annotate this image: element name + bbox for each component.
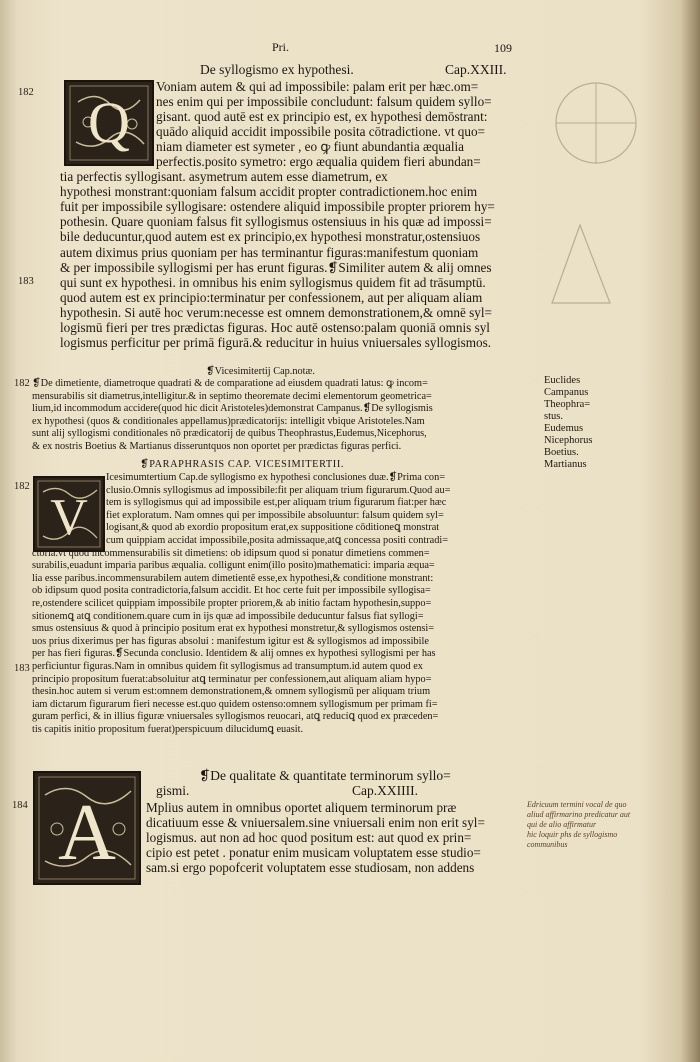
- text-line: bile deducuntur,quod autem est ex principio,ex hypothesi monstratur,ostensiuos: [60, 229, 481, 245]
- marginal-name: Theophra=: [544, 399, 591, 410]
- text-line: hypothesin. Si autē hoc verum:necesse est omnem demonstrationem,& omnē syl=: [60, 304, 492, 320]
- text-line: logismus. aut non ad hoc quod positum est: aut quod ex prin=: [146, 830, 472, 846]
- marginal-name: Campanus: [544, 387, 589, 398]
- paraphrase-line: iam dictarum figurarum fieri necesse est.quo quidem ostenso:omnem syllogismum per primam fi=: [32, 698, 438, 710]
- marginal-names: [544, 375, 592, 471]
- decorated-initial-q: [64, 80, 154, 166]
- chapter-number: Cap.XXIII.: [445, 62, 507, 77]
- text-line: sam.si ergo popofcerit voluptatem esse studiosam, non addens: [146, 860, 475, 876]
- note-line: mensurabilis sit diametrus,intelligitur.& in septimo theoremate decimi elementorum geometrica=: [32, 390, 432, 402]
- paraphrase-line: guram perfici, & in illius figuræ vniuersales syllogismos reuocari, atꝗ reducíꝗ quod ex præceden=: [32, 711, 439, 723]
- running-head: Pri.: [272, 40, 290, 54]
- chapter-title: De syllogismo ex hypothesi.: [200, 62, 354, 77]
- paraphrase-line: re,ostendere scilicet quippiam impossibile propter priorem,& ab initio factam hypothesin,suppo=: [32, 597, 432, 609]
- decorated-initial-a: [33, 771, 141, 885]
- paraphrase-line: ctoria.vt quod incommensurabilis sit dimetiens: ob idipsum quod si ponatur dimetiens commen=: [32, 547, 430, 559]
- paraphrase-line: clusio.Omnis syllogismus ad impossibile:fit per aliquam trium figurarum.Quod au=: [106, 484, 451, 496]
- text-line: tia perfectis syllogisant. asymetrum autem esse diametrum, ex: [60, 169, 388, 185]
- paraphrase-line: smus ostensiuus & quod à principio positum erat ex hypothesi monstretur,& syllogismos ostensi=: [32, 623, 435, 635]
- paraphrase-heading: ❡PARAPHRASIS CAP. VICESIMITERTII.: [140, 459, 345, 470]
- note-line: sunt alij syllogismi conditionales nō prædicatorij de quibus Theophrastus,Eudemus,Nicephorus,: [32, 428, 427, 440]
- text-line: quādo aliquid accidit impossibile posita cōtradictione. vt quo=: [156, 124, 485, 140]
- text-line: qui sunt ex hypothesi. in omnibus his enim syllogismus quidem fit ad trāsumptū.: [60, 274, 486, 290]
- text-line: nes enim qui per impossibile concludunt: falsum quidem syllo=: [156, 94, 492, 110]
- marginal-name: Nicephorus: [544, 435, 593, 446]
- paraphrase-line: lia esse paribus.incommensurabilem autem dimetientē esse,ex hypothesi,& conditione monstrant:: [32, 572, 434, 584]
- paraphrase-body: [32, 472, 450, 736]
- text-line: logismus perficitur per primā figurā.& reducitur in huius vniuersales syllogismos.: [60, 334, 492, 350]
- paraphrase-line: tis capitis initio propositum fuerat)perspicuum dilucidumꝗ euasit.: [32, 723, 304, 735]
- paraphrase-line: logisant,& quod ab exordio propositum erat,ex suppositione cōditioneꝗ monstrat: [106, 522, 440, 534]
- text-line: perfectis.posito symetro: ergo æqualia quidem fieri abundan=: [156, 154, 481, 170]
- note-line: & ex nostris Boetius & Martianus disseruntquos non oportet per prædictas figuras perfici.: [32, 440, 402, 452]
- handwritten-line: hic loquir phs de syllogismo: [527, 830, 618, 839]
- handwritten-line: communibus: [527, 840, 568, 849]
- paraphrase-line: Icesimumtertium Cap.de syllogismo ex hypothesi conclusiones duæ.❡Prima con=: [106, 472, 446, 483]
- chapter-number: Cap.XXIIII.: [352, 783, 418, 798]
- marginal-name: Boetius.: [544, 447, 579, 458]
- text-line: pothesin. Quare quoniam falsus fit syllogismus ostensiuus in his quæ ad impossi=: [60, 214, 492, 230]
- marginal-name: Euclides: [544, 375, 581, 386]
- paraphrase-line: perficiuntur figuras.Nam in omnibus quidem fit syllogismus ad transumptum.id autem quod ex: [32, 660, 423, 672]
- text-line: quod autem est ex principio:terminatur per confessionem, aut per aliquam aliam: [60, 289, 483, 305]
- paraphrase-line: cum quippiam accidat impossibile,posita admissaque,atꝗ concessa positi contradi=: [106, 534, 449, 546]
- paraphrase-line: tem is syllogismus qui ad impossibile est,per aliquam trium figurarum fiat:per hæc: [106, 497, 447, 509]
- margin-number: 182: [18, 87, 34, 98]
- handwritten-line: Edricuum termini vocal de quo: [527, 800, 627, 809]
- handwritten-line: qui de alio affirmatur: [527, 820, 597, 829]
- text-line: cipio est petet . ponatur enim musicam voluptatem esse studio=: [146, 845, 481, 861]
- note-line: ❡De dimetiente, diametroque quadrati & de comparatione ad eiusdem quadrati latus: ꝙ incom=: [32, 378, 428, 389]
- initial-letter: Q: [88, 90, 130, 155]
- margin-number: 183: [18, 276, 34, 287]
- margin-number: 183: [14, 663, 30, 674]
- paraphrase-line: principio propositum fuerat:absoluitur atꝗ terminatur per confessionem,aut aliquam aliam hypo=: [32, 673, 432, 685]
- handwritten-annotation: [527, 800, 630, 850]
- note-line: lium,id incommodum accidere(quod hic dicit Aristoteles)demonstrat Campanus.❡De syllogismis: [32, 403, 433, 415]
- paraphrase-line: thesin.hoc autem si verum est:omnem demonstrationem,& omnem syllogismū per aliquam trium: [32, 686, 431, 698]
- initial-letter: V: [50, 489, 88, 546]
- text-line: Voniam autem & qui ad impossibile: palam erit per hæc.om=: [156, 79, 479, 94]
- notes-heading: ❡Vicesimitertij Cap.notæ.: [206, 366, 315, 377]
- chapter-title-cont: gismi.: [156, 783, 190, 798]
- folio-number: 109: [494, 41, 512, 55]
- handwritten-line: aliud affirmarino predicatur aut: [527, 810, 631, 819]
- note-line: ex hypothesi (quos & conditionales appellamus)prædicatorijs: intelligit vbique Aristoteles.Nam: [32, 415, 425, 427]
- text-line: hypothesi monstrant:quoniam falsum accidit propter contradictionem.hoc enim: [60, 184, 478, 200]
- marginal-name: Eudemus: [544, 423, 584, 434]
- text-line: & per impossibile syllogismi per has erunt figuras.❡Similiter autem & alij omnes: [60, 259, 492, 275]
- section2-body: [146, 800, 485, 875]
- paraphrase-line: sitionemꝗ atꝗ conditionem.quare cum in ijs quæ ad impossibile deducuntur falsus fiat syllogi=: [32, 610, 424, 622]
- text-line: fuit per impossibile syllogisare: ostendere aliquid impossibile propter priorem hy=: [60, 199, 495, 215]
- paraphrase-line: fiet exploratum. Nam omnes qui per impossibile absoluuntur: falsum quidem syl=: [106, 509, 444, 521]
- text-line: Mplius autem in omnibus oportet aliquem terminorum præ: [146, 800, 457, 815]
- paraphrase-line: ob idipsum quod posita contradictoria,falsum accidit. Et hoc certe fuit per impossibile syllogisa=: [32, 585, 431, 597]
- paraphrase-line: uos prius dixerimus per has figuras absolui : manifestum igitur est & syllogismos ad impossibile: [32, 635, 429, 647]
- margin-number: 182: [14, 481, 30, 492]
- text-line: logismū fieri per tres prædictas figuras. Hoc autē ostenso:palam quoniā omnis syl: [60, 319, 490, 335]
- margin-number: 182: [14, 378, 30, 389]
- marginal-name: stus.: [544, 411, 563, 422]
- paraphrase-line: per has fieri figuras.❡Secunda conclusio. Identidem & alij omnes ex hypothesi syllogismi per has: [32, 648, 436, 660]
- text-line: autem diximus prius quoniam per has terminantur figuras:manifestum quoniam: [60, 244, 479, 260]
- text-line: niam diameter est symeter , eo ꝙ fiunt abundantia æqualia: [156, 139, 464, 155]
- margin-number: 184: [12, 800, 28, 811]
- initial-letter: A: [58, 789, 116, 877]
- chapter-title: ❡De qualitate & quantitate terminorum syllo=: [199, 768, 451, 783]
- notes-body: [32, 378, 433, 454]
- bleed-through-diagram: [540, 75, 650, 365]
- text-line: dicatiuum esse & vniuersalem.sine vniuersali enim non erit syl=: [146, 815, 485, 831]
- text-line: gisant. quod autē est ex principio est, ex hypothesi demōstrant:: [156, 109, 488, 125]
- paraphrase-line: surabilis,euadunt imparia paribus æqualia. colligunt enim(illo posito)mathematici: imparia æqua=: [32, 560, 435, 572]
- section1-body: [60, 79, 495, 350]
- marginal-name: Martianus: [544, 459, 587, 470]
